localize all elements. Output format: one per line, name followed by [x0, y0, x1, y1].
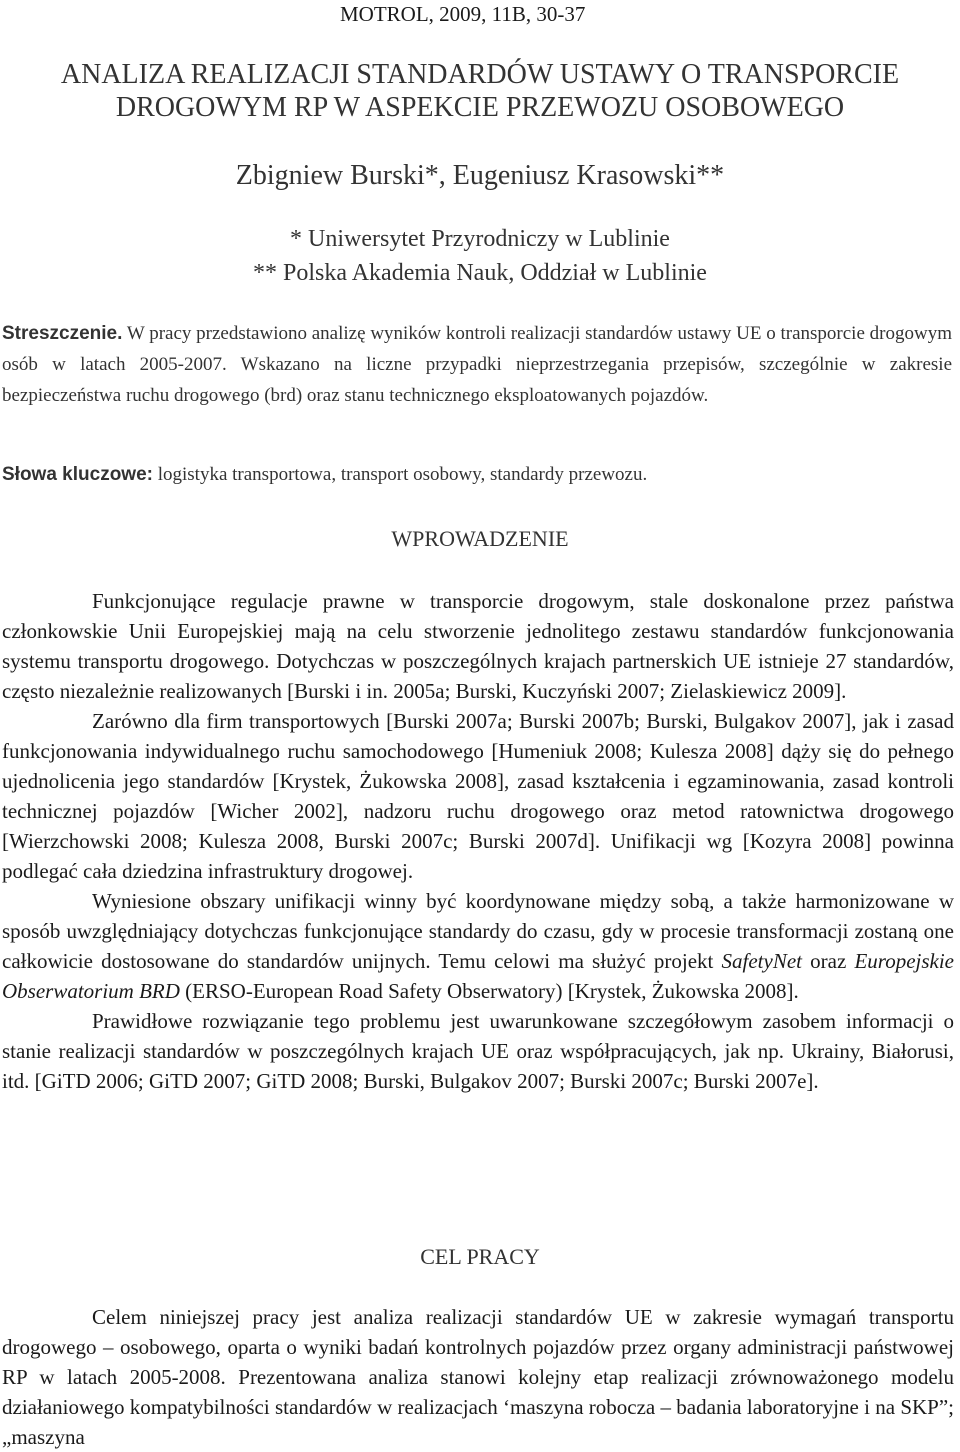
intro-paragraph-3-text-a: Wyniesione obszary unifikacji winny być koordynowane między sobą, a także harmonizowane w sposób uwzględniający dotychczas funkcjonujące standardy do czasu, gdy w procesie transformacji zostaną one całkowicie dostosowane do standardów unijnych. Temu celowi ma służyć projekt	[2, 889, 954, 973]
section-heading-intro: WPROWADZENIE	[391, 526, 569, 551]
keywords-label: Słowa kluczowe:	[2, 464, 153, 485]
keywords-text: logistyka transportowa, transport osobowy, standardy przewozu.	[152, 464, 648, 485]
title-line-1: ANALIZA REALIZACJI STANDARDÓW USTAWY O TRANSPORCIE	[60, 59, 900, 90]
intro-paragraph-3-text-c: (ERSO-European Road Safety Obserwatory) [Krystek, Żukowska 2008].	[179, 979, 799, 1003]
abstract-text: W pracy przedstawiono analizę wyników kontroli realizacji standardów ustawy UE o transporcie drogowym osób w latach 2005-2007. Wskazano na liczne przypadki nieprzestrzegania przepisów, szczególnie w zakresie bezpieczeństwa ruchu drogowego (brd) oraz stanu technicznego eksploatowanych pojazdów.	[2, 323, 952, 406]
authors: Zbigniew Burski*, Eugeniusz Krasowski**	[235, 160, 725, 191]
affiliation-1: * Uniwersytet Przyrodniczy w Lublinie	[290, 226, 670, 252]
paper-title	[0, 58, 960, 124]
intro-paragraph-4: Prawidłowe rozwiązanie tego problemu jest uwarunkowane szczegółowym zasobem informacji o stanie realizacji standardów w poszczególnych krajach UE oraz współpracujących, jak np. Ukrainy, Białorusi, itd. [GiTD 2006; GiTD 2007; GiTD 2008; Burski, Bulgakov 2007; Burski 2007c; Burski 2007e].	[2, 1009, 954, 1093]
intro-paragraph-2: Zarówno dla firm transportowych [Burski 2007a; Burski 2007b; Burski, Bulgakov 2007], jak i zasad funkcjonowania indywidualnego ruchu samochodowego [Humeniuk 2008; Kulesza 2008] dąży się do pełnego ujednolicenia jego standardów [Krystek, Żukowska 2008], zasad kształcenia i egzaminowania, zasad kontroli technicznej pojazdów [Wicher 2002], nadzoru ruchu drogowego oraz metod ratownictwa drogowego [Wierzchowski 2008; Kulesza 2008, Burski 2007c; Burski 2007d]. Unifikacji wg [Kozyra 2008] powinna podlegać cała dziedzina infrastruktury drogowej.	[2, 709, 954, 883]
intro-paragraph-3	[2, 886, 954, 1006]
affiliation-2: ** Polska Akademia Nauk, Oddział w Lublinie	[253, 260, 707, 286]
intro-paragraph-3-text-b: oraz	[802, 949, 855, 973]
safetynet-term: SafetyNet	[721, 949, 802, 973]
section-heading-aim: CEL PRACY	[420, 1244, 540, 1269]
abstract	[2, 318, 952, 411]
keywords	[2, 464, 952, 486]
intro-body	[2, 586, 954, 1096]
observatory-term: Europejskie Obserwatorium BRD	[2, 949, 954, 1003]
title-line-2: DROGOWYM RP W ASPEKCIE PRZEWOZU OSOBOWEGO	[115, 92, 845, 123]
aim-body	[2, 1302, 954, 1452]
aim-paragraph-1: Celem niniejszej pracy jest analiza realizacji standardów UE w zakresie wymagań transportu drogowego – osobowego, oparta o wyniki badań kontrolnych pojazdów przez organy administracji państwowej RP w latach 2005-2008. Prezentowana analiza stanowi kolejny etap realizacji zrównoważonego modelu działaniowego kompatybilności standardów w realizacjach ‘maszyna robocza – badania laboratoryjne i na SKP”; „maszyna	[2, 1305, 954, 1449]
abstract-label: Streszczenie.	[2, 323, 123, 344]
intro-paragraph-1: Funkcjonujące regulacje prawne w transporcie drogowym, stale doskonalone przez państwa członkowskie Unii Europejskiej mają na celu stworzenie jednolitego zestawu standardów funkcjonowania systemu transportu drogowego. Dotychczas w poszczególnych krajach partnerskich UE istnieje 27 standardów, często niezależnie realizowanych [Burski i in. 2005a; Burski, Kuczyński 2007; Zielaskiewicz 2009].	[2, 589, 954, 703]
journal-header: MOTROL, 2009, 11B, 30-37	[340, 2, 586, 26]
